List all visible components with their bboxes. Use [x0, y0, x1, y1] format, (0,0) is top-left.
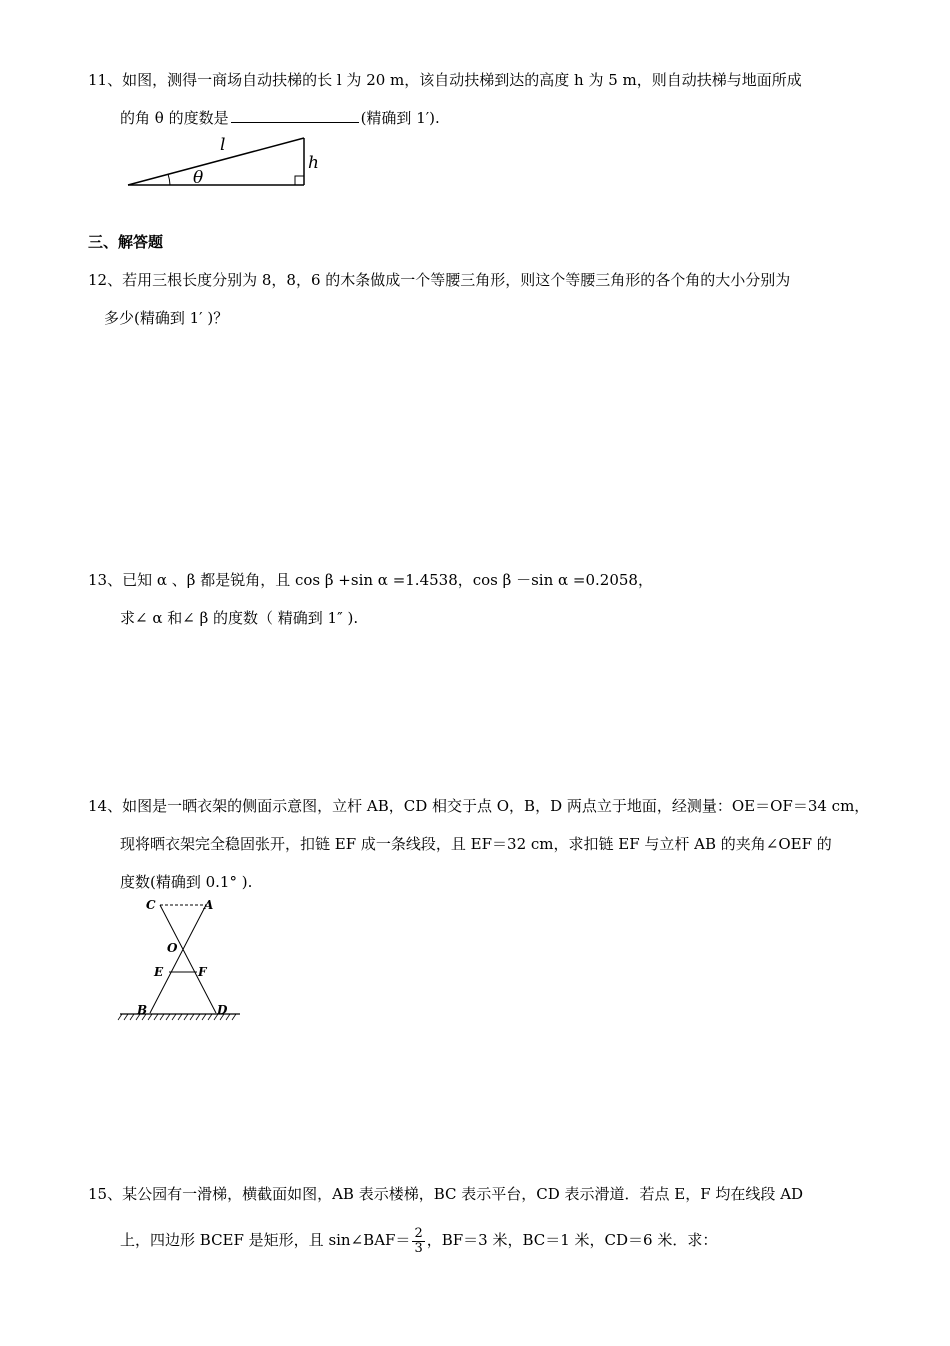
- label-b: B: [137, 1003, 148, 1017]
- q11-line2-pre: 的角 θ 的度数是: [120, 109, 229, 127]
- q15-line2-pre: 上，四边形 BCEF 是矩形，且 sin∠BAF＝: [120, 1231, 411, 1249]
- label-c: C: [146, 898, 156, 912]
- q12-line2: 多少(精确到 1′ )？: [104, 309, 229, 327]
- label-l: l: [220, 135, 226, 155]
- label-h: h: [308, 153, 319, 173]
- q14-line3: 度数(精确到 0.1° ).: [120, 873, 253, 891]
- figure-rod-cd: [160, 905, 216, 1013]
- figure-rod-ab: [150, 905, 206, 1013]
- q11-line1: 11、如图，测得一商场自动扶梯的长 l 为 20 m，该自动扶梯到达的高度 h 为 5 m，则自动扶梯与地面所成: [88, 71, 802, 89]
- section-heading: 三、解答题: [88, 233, 164, 251]
- label-o: O: [167, 941, 178, 955]
- angle-theta-arc: [168, 174, 170, 185]
- clothes-rack-figure: [112, 894, 252, 1028]
- right-angle-mark: [295, 176, 304, 185]
- label-a: A: [204, 898, 214, 912]
- q15-line2: [120, 1226, 717, 1256]
- label-theta: θ: [193, 168, 204, 188]
- label-d: D: [217, 1003, 228, 1017]
- q14-line1: 14、如图是一晒衣架的侧面示意图，立杆 AB，CD 相交于点 O，B，D 两点立于地面，经测量：OE＝OF＝34 cm，: [88, 797, 870, 815]
- q11-answer-blank: [231, 108, 359, 123]
- figure-hypotenuse-l: [128, 138, 304, 185]
- q15-line2-post: ，BF＝3 米，BC＝1 米，CD＝6 米．求：: [426, 1231, 718, 1249]
- fraction-numerator: 2: [414, 1225, 423, 1241]
- q11-line2-post: (精确到 1′).: [360, 109, 440, 127]
- q14-line2: 现将晒衣架完全稳固张开，扣链 EF 成一条线段，且 EF＝32 cm，求扣链 EF 与立杆 AB 的夹角∠OEF 的: [120, 835, 832, 853]
- fraction-two-thirds: [412, 1227, 424, 1256]
- fraction-denominator: 3: [414, 1240, 423, 1256]
- q15-line1: 15、某公园有一滑梯，横截面如图，AB 表示楼梯，BC 表示平台，CD 表示滑道．若点 E，F 均在线段 AD: [88, 1185, 804, 1203]
- q13-line2: 求∠ α 和∠ β 的度数（ 精确到 1″ ).: [120, 609, 359, 627]
- label-e: E: [154, 965, 164, 979]
- escalator-triangle-figure: [120, 128, 330, 190]
- q12-line1: 12、若用三根长度分别为 8，8，6 的木条做成一个等腰三角形，则这个等腰三角形的各个角的大小分别为: [88, 271, 791, 289]
- label-f: F: [198, 965, 207, 979]
- q13-line1: 13、已知 α 、β 都是锐角，且 cos β +sin α =1.4538，cos β －sin α =0.2058，: [88, 571, 653, 589]
- q11-line2: [120, 108, 440, 128]
